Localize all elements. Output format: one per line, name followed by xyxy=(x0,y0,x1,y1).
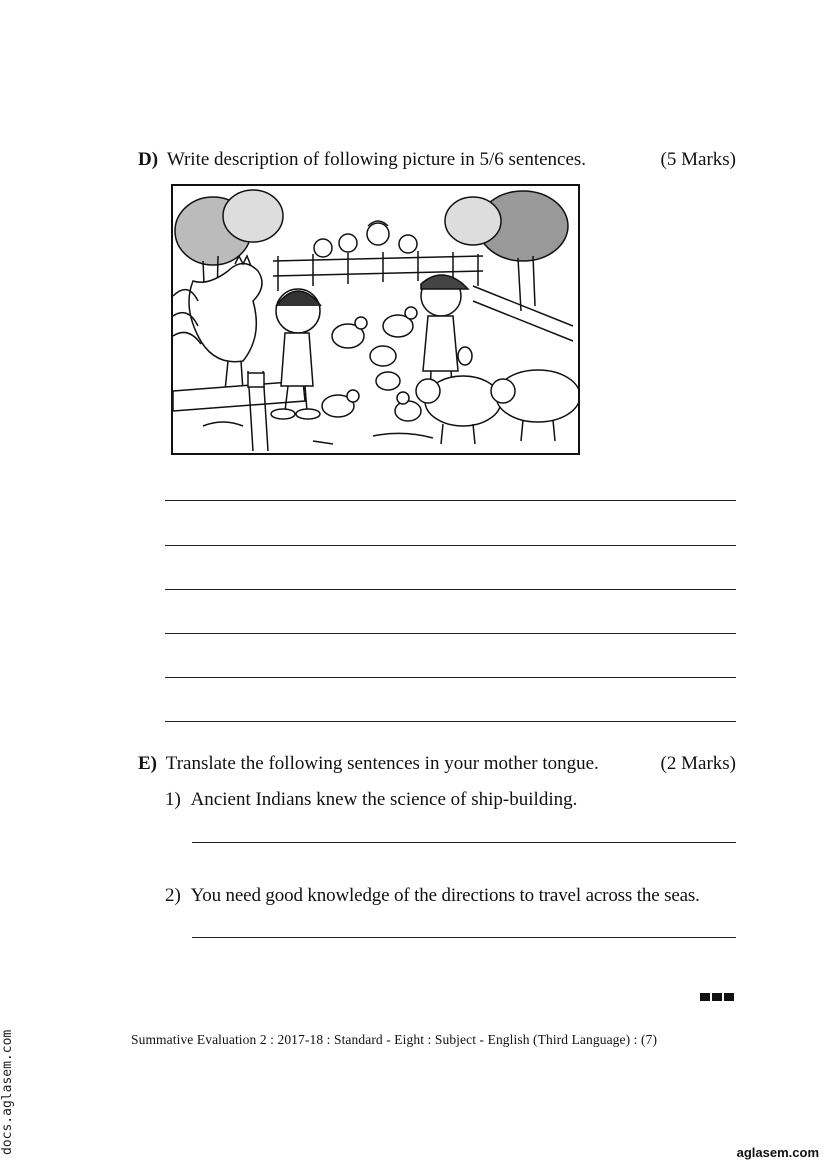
translation-item-text: You need good knowledge of the directions to travel across the seas. xyxy=(190,885,700,906)
question-d-instruction: Write description of following picture in 5/6 sentences. xyxy=(166,149,587,170)
end-of-section-mark xyxy=(700,988,736,1006)
answer-line-d-4[interactable] xyxy=(165,633,736,634)
answer-line-d-2[interactable] xyxy=(165,545,736,546)
farm-picture xyxy=(171,184,580,455)
answer-line-e-1[interactable] xyxy=(192,842,736,843)
answer-line-e-2[interactable] xyxy=(192,937,736,938)
question-d-marks: (5 Marks) xyxy=(660,149,736,170)
end-square xyxy=(700,993,710,1001)
question-e xyxy=(138,753,599,775)
hens xyxy=(322,307,421,421)
translation-item-text: Ancient Indians knew the science of ship-building. xyxy=(190,789,578,810)
question-e-instruction: Translate the following sentences in your mother tongue. xyxy=(165,753,599,774)
translation-item-number: 1) xyxy=(165,789,181,810)
answer-line-d-1[interactable] xyxy=(165,500,736,501)
children-background xyxy=(314,221,417,257)
answer-line-d-6[interactable] xyxy=(165,721,736,722)
brand-watermark: aglasem.com xyxy=(736,1145,819,1160)
translation-item xyxy=(165,885,700,907)
page-footer: Summative Evaluation 2 : 2017-18 : Standard - Eight : Subject - English (Third Language) : (7) xyxy=(131,1032,658,1047)
question-d xyxy=(138,149,586,171)
ground-marks xyxy=(203,422,433,444)
side-watermark: docs.aglasem.com xyxy=(0,1029,15,1155)
translation-item xyxy=(165,789,577,811)
end-square xyxy=(724,993,734,1001)
translation-item-number: 2) xyxy=(165,885,181,906)
answer-line-d-3[interactable] xyxy=(165,589,736,590)
tree-right xyxy=(445,191,568,311)
end-square xyxy=(712,993,722,1001)
pigs xyxy=(416,370,578,444)
question-e-marks: (2 Marks) xyxy=(660,753,736,774)
question-e-label: E) xyxy=(138,753,157,774)
answer-line-d-5[interactable] xyxy=(165,677,736,678)
question-d-label: D) xyxy=(138,149,159,170)
